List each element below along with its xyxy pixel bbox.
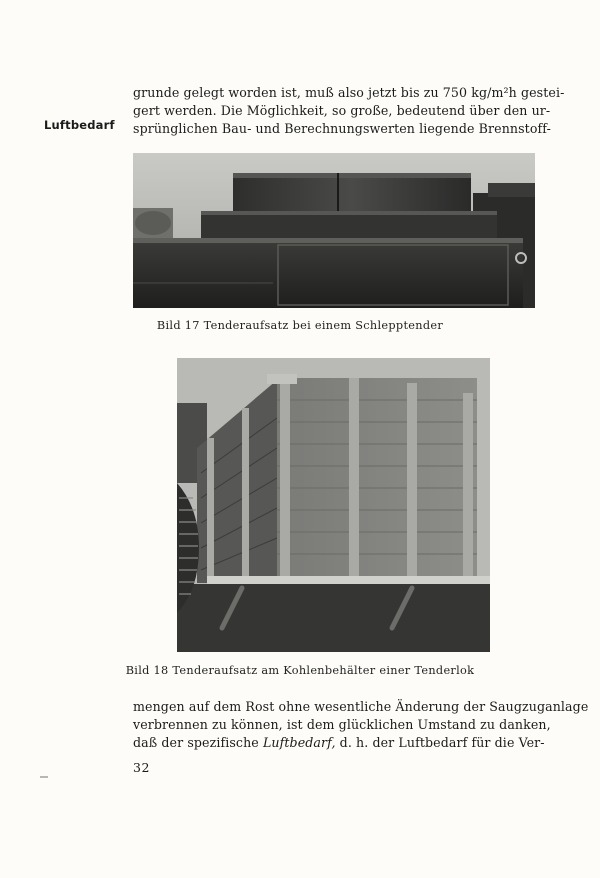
italic-term: Luftbedarf,	[262, 735, 336, 750]
tender-photo-illustration	[133, 153, 535, 308]
bottom-paragraph	[133, 698, 589, 752]
paragraph-line: grunde gelegt worden ist, muß also jetzt bis zu 750 kg/m²h gestei-	[133, 85, 565, 100]
paragraph-line: mengen auf dem Rost ohne wesentliche Änderung der Saugzuganlage	[133, 699, 589, 714]
scan-speck	[40, 776, 48, 778]
coal-bunker-photo-illustration	[177, 358, 490, 652]
margin-note: Luftbedarf	[44, 118, 115, 132]
paragraph-line: sprünglichen Bau- und Berechnungswerten liegende Brennstoff-	[133, 121, 551, 136]
figure-18-caption: Bild 18 Tenderaufsatz am Kohlenbehälter einer Tenderlok	[125, 664, 475, 677]
paragraph-line	[133, 734, 545, 752]
paragraph-line: verbrennen zu können, ist dem glücklichen Umstand zu danken,	[133, 717, 551, 732]
top-paragraph	[133, 84, 565, 138]
figure-17-photo	[133, 153, 535, 308]
text-segment: d. h. der Luftbedarf für die Ver-	[335, 735, 545, 750]
page-number: 32	[133, 760, 150, 775]
figure-18-photo	[177, 358, 490, 652]
text-segment: daß der spezifische	[133, 735, 263, 750]
paragraph-line: gert werden. Die Möglichkeit, so große, bedeutend über den ur-	[133, 103, 551, 118]
figure-17-caption: Bild 17 Tenderaufsatz bei einem Schlepptender	[156, 319, 444, 332]
